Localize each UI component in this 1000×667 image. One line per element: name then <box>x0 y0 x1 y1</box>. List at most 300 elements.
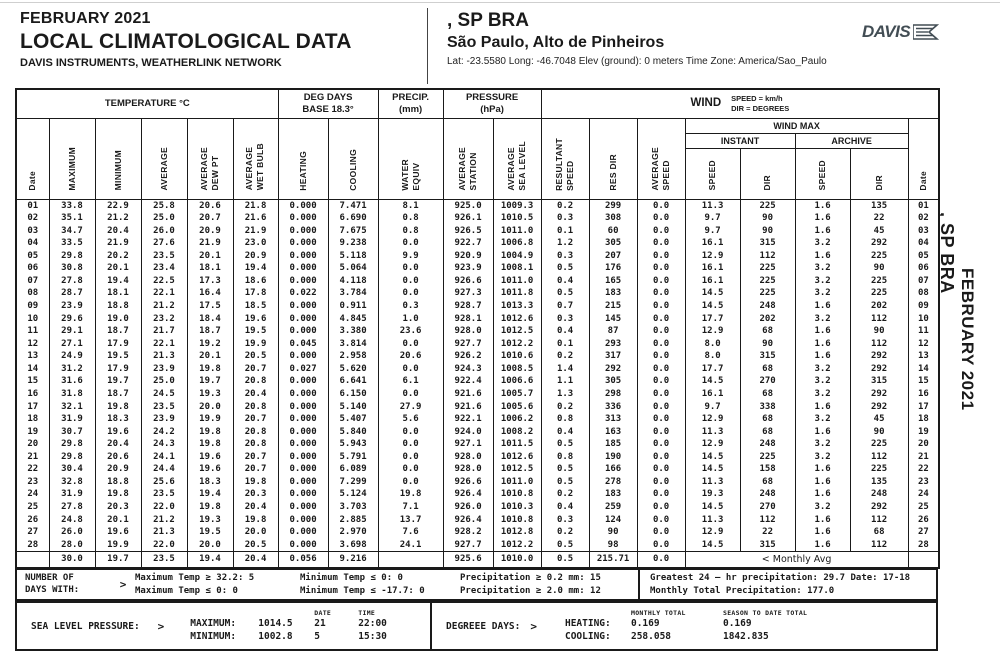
cell-value: 0.0 <box>637 526 685 539</box>
davis-logo <box>862 22 939 42</box>
cell-value: 1009.3 <box>493 199 541 212</box>
cell-date-right: 10 <box>908 313 939 326</box>
cell-value: 19.8 <box>187 363 233 376</box>
cell-value: 0.0 <box>637 212 685 225</box>
cell-value: 14.5 <box>685 287 740 300</box>
table-row <box>16 300 939 313</box>
cell-value: 23.9 <box>141 363 187 376</box>
col-header-instant-dir: DIR <box>740 148 795 199</box>
cell-value: 928.0 <box>443 325 493 338</box>
cell-value: 922.1 <box>443 413 493 426</box>
cell-value: 1.6 <box>795 488 850 501</box>
cell-value: 0.8 <box>378 225 443 238</box>
cell-value: 165 <box>589 275 637 288</box>
cell-value: 183 <box>589 287 637 300</box>
cell-value: 922.4 <box>443 375 493 388</box>
cell-value: 20.0 <box>233 526 278 539</box>
cell-value: 315 <box>740 237 795 250</box>
cell-value: 0.5 <box>541 539 589 552</box>
cell-value: 24.8 <box>49 514 95 527</box>
cell-value: 18.5 <box>233 300 278 313</box>
cell-value: 5.140 <box>328 401 378 414</box>
report-subtitle: DAVIS INSTRUMENTS, WEATHERLINK NETWORK <box>20 57 282 69</box>
cell-value: 1.6 <box>795 426 850 439</box>
cell-value: 20.6 <box>95 451 141 464</box>
cell-value: 68 <box>740 363 795 376</box>
cell-value: 0.0 <box>637 463 685 476</box>
cell-date-left: 06 <box>16 262 49 275</box>
cell-value: 87 <box>589 325 637 338</box>
cell-value: 112 <box>850 539 908 552</box>
cell-value: 20.3 <box>233 488 278 501</box>
cell-value: 0.5 <box>541 262 589 275</box>
cell-value: 18.8 <box>95 300 141 313</box>
cell-date-right: 17 <box>908 401 939 414</box>
cell-value: 19.8 <box>95 488 141 501</box>
cell-value: 1.2 <box>541 237 589 250</box>
cell-date-left: 14 <box>16 363 49 376</box>
wind-units-note: SPEED = km/h DIR = DEGREES <box>731 93 790 113</box>
cell-value: 19.3 <box>685 488 740 501</box>
column-header-row <box>16 118 939 133</box>
cell-date-left: 16 <box>16 388 49 401</box>
cell-date-left: 08 <box>16 287 49 300</box>
cell-value: 1012.2 <box>493 338 541 351</box>
cell-value: 22.9 <box>95 199 141 212</box>
col-header-instant-speed: SPEED <box>685 148 740 199</box>
table-row <box>16 275 939 288</box>
slp-max-time: 22:00 <box>358 618 387 629</box>
cell-date-left: 11 <box>16 325 49 338</box>
cell-value: 0.0 <box>637 275 685 288</box>
cell-date-left: 18 <box>16 413 49 426</box>
cell-value: 19.5 <box>95 350 141 363</box>
cell-value: 3.2 <box>795 375 850 388</box>
cell-value: 1.6 <box>795 350 850 363</box>
cell-value: 1010.3 <box>493 501 541 514</box>
cell-value: 28.0 <box>49 539 95 552</box>
cell-value: 0.8 <box>378 212 443 225</box>
col-header-maximum: MAXIMUM <box>49 118 95 199</box>
cell-value: 19.4 <box>187 488 233 501</box>
cell-value: 9.7 <box>685 401 740 414</box>
cell-value: 0.045 <box>278 338 328 351</box>
table-row <box>16 488 939 501</box>
cell-date-right: 12 <box>908 338 939 351</box>
cell-value: 98 <box>589 539 637 552</box>
cell-value: 270 <box>740 501 795 514</box>
degree-days-section <box>432 603 936 649</box>
cell-value: 18.4 <box>187 313 233 326</box>
cell-value: 185 <box>589 438 637 451</box>
cell-value: 30.4 <box>49 463 95 476</box>
cell-value: 1.6 <box>795 300 850 313</box>
cell-value: 24.1 <box>141 451 187 464</box>
cell-value: 921.6 <box>443 388 493 401</box>
cell-value: 1.6 <box>795 401 850 414</box>
davis-flag-icon <box>913 23 939 41</box>
cell-value: 1.4 <box>541 363 589 376</box>
col-header-date-right: Date <box>908 118 939 199</box>
cell-value: 2.958 <box>328 350 378 363</box>
table-row <box>16 375 939 388</box>
cell-value: 0.0 <box>378 476 443 489</box>
cell-value: 0.0 <box>637 514 685 527</box>
group-pressure: PRESSURE (hPa) <box>443 89 541 118</box>
cell-date-right: 07 <box>908 275 939 288</box>
slp-min-date: 5 <box>314 631 321 642</box>
cell-value: 1.1 <box>541 375 589 388</box>
cell-value: 1012.8 <box>493 526 541 539</box>
cell-value: 926.6 <box>443 476 493 489</box>
cell-value: 16.1 <box>685 262 740 275</box>
cell-value: 928.7 <box>443 300 493 313</box>
cell-value: 35.1 <box>49 212 95 225</box>
cell-avg-value: 215.71 <box>589 552 637 569</box>
cell-value: 1010.8 <box>493 514 541 527</box>
cell-value: 5.118 <box>328 250 378 263</box>
cell-value: 1008.5 <box>493 363 541 376</box>
cell-avg-value <box>16 552 49 569</box>
dd-heating-season: 0.169 <box>722 618 752 629</box>
cell-value: 0.0 <box>637 363 685 376</box>
cell-value: 11.3 <box>685 514 740 527</box>
cell-value: 14.5 <box>685 375 740 388</box>
cell-value: 0.000 <box>278 275 328 288</box>
cell-date-right: 11 <box>908 325 939 338</box>
cell-value: 1012.2 <box>493 539 541 552</box>
slp-max-value: 1014.5 <box>258 618 293 629</box>
cell-value: 23.0 <box>233 237 278 250</box>
col-header-avg-station: AVERAGE STATION <box>443 118 493 199</box>
cell-value: 9.9 <box>378 250 443 263</box>
dd-monthly-header: MONTHLY TOTAL <box>630 609 686 617</box>
col-header-resultant-speed: RESULTANT SPEED <box>541 118 589 199</box>
cell-value: 1010.5 <box>493 212 541 225</box>
cell-value: 23.9 <box>141 413 187 426</box>
col-header-res-dir: RES DIR <box>589 118 637 199</box>
cell-value: 0.0 <box>637 338 685 351</box>
group-temperature: TEMPERATURE °C <box>16 89 278 118</box>
cell-date-left: 02 <box>16 212 49 225</box>
cell-value: 19.6 <box>95 526 141 539</box>
cell-value: 3.2 <box>795 451 850 464</box>
cell-value: 921.6 <box>443 401 493 414</box>
cell-value: 17.9 <box>95 363 141 376</box>
table-row <box>16 212 939 225</box>
cell-value: 112 <box>850 313 908 326</box>
cell-value: 3.2 <box>795 501 850 514</box>
cell-date-right: 21 <box>908 451 939 464</box>
cell-value: 0.0 <box>378 237 443 250</box>
cell-value: 34.7 <box>49 225 95 238</box>
cell-value: 0.0 <box>637 488 685 501</box>
group-deg-days: DEG DAYS BASE 18.3° <box>278 89 378 118</box>
cell-value: 925.0 <box>443 199 493 212</box>
cell-value: 0.3 <box>541 313 589 326</box>
cell-value: 0.0 <box>378 262 443 275</box>
cell-avg-value: 23.5 <box>141 552 187 569</box>
cell-avg-value: 19.4 <box>187 552 233 569</box>
cell-value: 31.2 <box>49 363 95 376</box>
cell-value: 0.000 <box>278 250 328 263</box>
cell-value: 6.641 <box>328 375 378 388</box>
cell-value: 0.0 <box>637 262 685 275</box>
cell-value: 21.9 <box>187 237 233 250</box>
cell-value: 20.8 <box>233 438 278 451</box>
cell-value: 20.1 <box>187 350 233 363</box>
cell-date-left: 25 <box>16 501 49 514</box>
cell-value: 927.7 <box>443 539 493 552</box>
cell-date-left: 22 <box>16 463 49 476</box>
cell-value: 17.7 <box>685 363 740 376</box>
slp-time-header: TIME <box>358 609 376 617</box>
group-header-row <box>16 89 939 118</box>
cell-value: 14.5 <box>685 501 740 514</box>
cell-value: 0.000 <box>278 350 328 363</box>
cell-value: 0.0 <box>637 401 685 414</box>
cell-value: 225 <box>740 287 795 300</box>
cell-value: 0.0 <box>378 451 443 464</box>
cell-value: 20.1 <box>95 262 141 275</box>
cell-date-left: 04 <box>16 237 49 250</box>
cell-date-left: 10 <box>16 313 49 326</box>
cell-value: 27.8 <box>49 501 95 514</box>
cell-value: 0.0 <box>378 463 443 476</box>
cell-value: 259 <box>589 501 637 514</box>
cell-value: 12.9 <box>685 438 740 451</box>
cell-value: 225 <box>740 199 795 212</box>
cell-avg-value: 9.216 <box>328 552 378 569</box>
cell-value: 90 <box>850 325 908 338</box>
dd-cooling-season: 1842.835 <box>722 631 769 642</box>
davis-logo-text: DAVIS <box>862 22 911 41</box>
cell-value: 292 <box>850 388 908 401</box>
cell-value: 3.2 <box>795 413 850 426</box>
cell-avg-value: 0.056 <box>278 552 328 569</box>
slp-max-label: MAXIMUM: <box>190 618 237 629</box>
cell-value: 924.0 <box>443 426 493 439</box>
cell-value: 20.7 <box>233 451 278 464</box>
dd-cooling-monthly: 258.058 <box>630 631 672 642</box>
cell-value: 18.7 <box>187 325 233 338</box>
cell-value: 90 <box>740 338 795 351</box>
cell-value: 20.0 <box>187 539 233 552</box>
table-row <box>16 476 939 489</box>
cell-value: 90 <box>850 262 908 275</box>
cell-value: 248 <box>740 488 795 501</box>
cell-value: 920.9 <box>443 250 493 263</box>
cell-value: 13.7 <box>378 514 443 527</box>
cell-date-right: 01 <box>908 199 939 212</box>
col-header-heating: HEATING <box>278 118 328 199</box>
cell-value: 20.1 <box>95 514 141 527</box>
cell-value: 29.8 <box>49 438 95 451</box>
table-row <box>16 287 939 300</box>
cell-date-right: 25 <box>908 501 939 514</box>
sea-level-pressure-section <box>17 603 432 649</box>
cell-date-right: 14 <box>908 363 939 376</box>
cell-value: 928.0 <box>443 463 493 476</box>
days-with-precip: Precipitation ≥ 0.2 mm: 15 Precipitation ≥ 2.0 mm: 12 <box>460 573 601 596</box>
cell-value: 0.000 <box>278 426 328 439</box>
group-instant: INSTANT <box>685 133 795 148</box>
cell-value: 112 <box>850 451 908 464</box>
cell-value: 20.6 <box>187 199 233 212</box>
cell-value: 24.1 <box>378 539 443 552</box>
cell-value: 0.4 <box>541 275 589 288</box>
header-left <box>20 10 352 69</box>
cell-value: 112 <box>850 514 908 527</box>
cell-value: 315 <box>740 350 795 363</box>
cell-value: 20.7 <box>233 413 278 426</box>
cell-value: 26.0 <box>49 526 95 539</box>
cell-date-right: 04 <box>908 237 939 250</box>
cell-value: 27.9 <box>378 401 443 414</box>
cell-value: 1005.6 <box>493 401 541 414</box>
cell-value: 23.5 <box>141 250 187 263</box>
col-header-avg-speed: AVERAGE SPEED <box>637 118 685 199</box>
cell-value: 0.1 <box>541 338 589 351</box>
cell-value: 12.9 <box>685 250 740 263</box>
cell-value: 0.3 <box>378 300 443 313</box>
cell-value: 1.0 <box>378 313 443 326</box>
cell-value: 24.2 <box>141 426 187 439</box>
table-row <box>16 426 939 439</box>
cell-value: 927.7 <box>443 338 493 351</box>
cell-value: 16.1 <box>685 275 740 288</box>
cell-value: 0.3 <box>541 514 589 527</box>
cell-value: 5.840 <box>328 426 378 439</box>
cell-value: 0.000 <box>278 199 328 212</box>
cell-avg-value: 0.0 <box>637 552 685 569</box>
cell-value: 8.0 <box>685 350 740 363</box>
cell-value: 292 <box>850 350 908 363</box>
cell-value: 0.5 <box>541 438 589 451</box>
cell-date-left: 09 <box>16 300 49 313</box>
table-row <box>16 438 939 451</box>
cell-value: 315 <box>850 375 908 388</box>
cell-value: 0.2 <box>541 199 589 212</box>
cell-value: 16.1 <box>685 237 740 250</box>
cell-avg-date <box>908 552 939 569</box>
cell-date-right: 26 <box>908 514 939 527</box>
sea-level-pressure-grid <box>190 609 410 643</box>
cell-value: 0.2 <box>541 488 589 501</box>
table-row <box>16 451 939 464</box>
cell-date-right: 22 <box>908 463 939 476</box>
cell-value: 29.1 <box>49 325 95 338</box>
cell-value: 23.5 <box>141 488 187 501</box>
cell-value: 0.0 <box>378 275 443 288</box>
cell-value: 1.6 <box>795 338 850 351</box>
cell-value: 19.3 <box>187 388 233 401</box>
cell-value: 16.4 <box>187 287 233 300</box>
cell-value: 0.0 <box>378 287 443 300</box>
cell-value: 292 <box>850 363 908 376</box>
cell-value: 225 <box>850 463 908 476</box>
cell-value: 112 <box>740 514 795 527</box>
cell-value: 6.150 <box>328 388 378 401</box>
cell-value: 0.000 <box>278 514 328 527</box>
slp-min-value: 1002.8 <box>258 631 293 642</box>
cell-date-left: 17 <box>16 401 49 414</box>
cell-value: 19.8 <box>378 488 443 501</box>
cell-value: 292 <box>850 501 908 514</box>
table-row <box>16 338 939 351</box>
cell-value: 926.0 <box>443 501 493 514</box>
cell-value: 19.8 <box>233 514 278 527</box>
slp-min-label: MINIMUM: <box>190 631 237 642</box>
cell-value: 17.3 <box>187 275 233 288</box>
cell-date-left: 12 <box>16 338 49 351</box>
cell-value: 45 <box>850 413 908 426</box>
cell-value: 20.7 <box>233 363 278 376</box>
cell-value: 158 <box>740 463 795 476</box>
header-right <box>447 10 827 67</box>
cell-date-right: 02 <box>908 212 939 225</box>
slp-max-date: 21 <box>314 618 326 629</box>
cell-value: 0.0 <box>637 300 685 313</box>
cell-value: 928.1 <box>443 313 493 326</box>
cell-value: 33.5 <box>49 237 95 250</box>
cell-value: 0.0 <box>637 438 685 451</box>
cell-value: 1011.5 <box>493 438 541 451</box>
cell-value: 0.000 <box>278 488 328 501</box>
cell-value: 1012.6 <box>493 313 541 326</box>
cell-date-left: 05 <box>16 250 49 263</box>
cell-value: 12.9 <box>685 413 740 426</box>
cell-value: 0.0 <box>637 426 685 439</box>
cell-value: 922.7 <box>443 237 493 250</box>
cell-value: 0.2 <box>541 526 589 539</box>
station-location-meta: Lat: -23.5580 Long: -46.7048 Elev (ground): 0 meters Time Zone: America/Sao_Paulo <box>447 56 827 67</box>
cell-value: 27.6 <box>141 237 187 250</box>
cell-value: 11.3 <box>685 476 740 489</box>
cell-value: 6.1 <box>378 375 443 388</box>
cell-value: 202 <box>740 313 795 326</box>
cell-value: 24.5 <box>141 388 187 401</box>
cell-value: 0.000 <box>278 375 328 388</box>
dd-season-header: SEASON TO DATE TOTAL <box>722 609 808 617</box>
cell-value: 0.4 <box>541 426 589 439</box>
cell-value: 21.9 <box>233 225 278 238</box>
cell-value: 20.5 <box>233 539 278 552</box>
cell-value: 14.5 <box>685 451 740 464</box>
cell-value: 90 <box>589 526 637 539</box>
side-month-year: FEBRUARY 2021 <box>958 268 977 411</box>
cell-value: 3.2 <box>795 388 850 401</box>
cell-date-left: 20 <box>16 438 49 451</box>
table-row <box>16 313 939 326</box>
cell-value: 90 <box>740 212 795 225</box>
cell-value: 68 <box>740 325 795 338</box>
cell-value: 27.8 <box>49 275 95 288</box>
table-row <box>16 225 939 238</box>
cell-date-right: 19 <box>908 426 939 439</box>
cell-value: 18.7 <box>95 325 141 338</box>
days-with-arrow: > <box>119 578 127 591</box>
cell-value: 0.000 <box>278 300 328 313</box>
cell-value: 1004.9 <box>493 250 541 263</box>
cell-date-left: 13 <box>16 350 49 363</box>
cell-value: 23.2 <box>141 313 187 326</box>
cell-value: 6.089 <box>328 463 378 476</box>
cell-value: 3.380 <box>328 325 378 338</box>
cell-value: 308 <box>589 212 637 225</box>
cell-value: 1.6 <box>795 225 850 238</box>
cell-date-right: 20 <box>908 438 939 451</box>
